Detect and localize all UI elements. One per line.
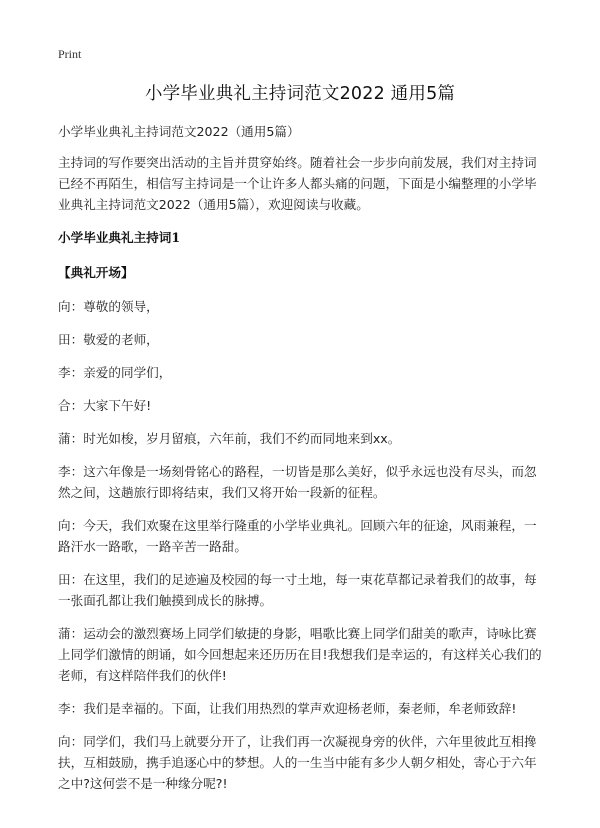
script-line: 田：敬爱的老师， [58,332,159,347]
print-link[interactable]: Print [58,47,82,61]
script-line: 向：今天，我们欢聚在这里举行隆重的小学毕业典礼。回顾六年的征途，风雨兼程，一路汗水一路歌，一路辛苦一路甜。 [58,518,537,554]
script-line: 蒲：运动会的激烈赛场上同学们敏捷的身影，唱歌比赛上同学们甜美的歌声，诗咏比赛上同学们激情的朗诵，如今回想起来还历历在目!我想我们是幸运的，有这样关心我们的老师，有这样陪伴我们的伙伴! [58,626,542,683]
script-line: 田：在这里，我们的足迹遍及校园的每一寸土地，每一束花草都记录着我们的故事，每一张面孔都让我们触摸到成长的脉搏。 [58,572,537,608]
script-line: 李：这六年像是一场刻骨铭心的路程，一切皆是那么美好，似乎永远也没有尽头，而忽然之间，这趟旅行即将结束，我们又将开始一段新的征程。 [58,464,537,500]
script-line: 李：亲爱的同学们， [58,365,172,380]
section-label-opening: 【典礼开场】 [58,265,134,280]
script-line: 李：我们是幸福的。下面，让我们用热烈的掌声欢迎杨老师，秦老师，牟老师致辞! [58,701,517,716]
article-subtitle: 小学毕业典礼主持词范文2022（通用5篇） [58,124,300,139]
section-heading: 小学毕业典礼主持词1 [58,230,181,245]
script-line: 向：同学们，我们马上就要分开了，让我们再一次凝视身旁的伙伴，六年里彼此互相搀扶，互相鼓励，携手追逐心中的梦想。人的一生当中能有多少人朝夕相处，寄心于六年之中?这何尝不是一种缘分呢?! [58,734,537,791]
script-line: 合：大家下午好! [58,398,152,413]
script-line: 蒲：时光如梭，岁月留痕，六年前，我们不约而同地来到xx。 [58,431,401,446]
script-line: 向：尊敬的领导， [58,299,159,314]
page-title: 小学毕业典礼主持词范文2022 通用5篇 [144,84,456,104]
article-body [58,121,548,806]
intro-paragraph: 主持词的写作要突出活动的主旨并贯穿始终。随着社会一步步向前发展，我们对主持词已经不再陌生，相信写主持词是一个让许多人都头痛的问题，下面是小编整理的小学毕业典礼主持词范文2022（通用5篇），欢迎阅读与收藏。 [58,155,537,212]
